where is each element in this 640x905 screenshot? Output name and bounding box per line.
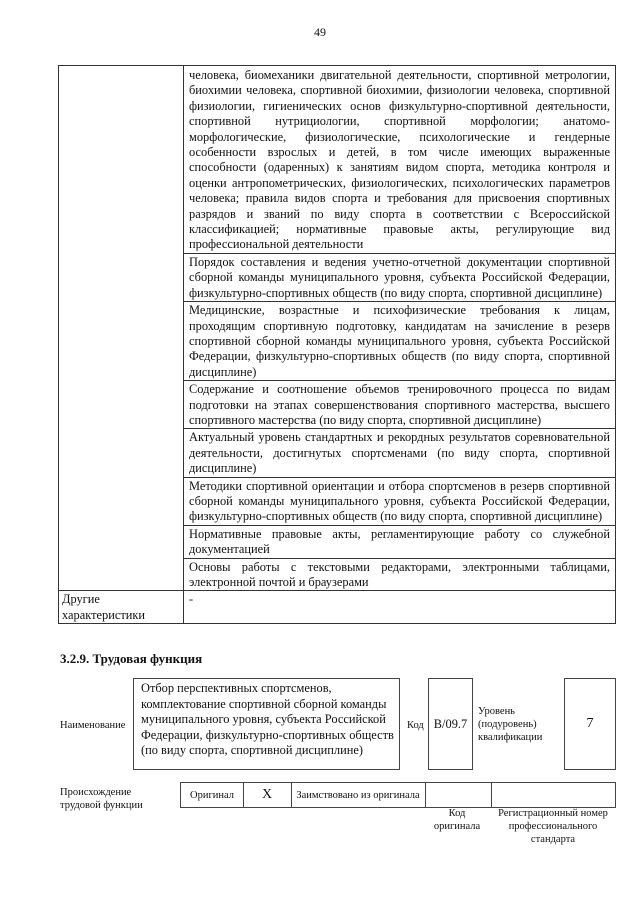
knowledge-item: Медицинские, возрастные и психофизические требования к лицам, проходящим спортивную подготовку, кандидатам на зачисление в резерв спортивной сборной команды муниципального уровня, субъекта Российской Федерации, физкультурно-спортивных обществ (по виду спорта, спортивной дисциплине): [184, 302, 616, 381]
code-value: B/09.7: [433, 716, 468, 731]
knowledge-item: Нормативные правовые акты, регламентирующие работу со служебной документацией: [184, 525, 616, 558]
original-mark: X: [261, 787, 273, 802]
function-name-value: Отбор перспективных спортсменов, комплектование спортивной сборной команды муниципального уровня, субъекта Российской Федерации, физкультурно-спортивных обществ (по виду спорта, спортивной дисциплине): [141, 681, 394, 757]
level-value: 7: [586, 716, 594, 731]
row-label-empty: [59, 66, 184, 591]
knowledge-item: Актуальный уровень стандартных и рекордных результатов соревновательной деятельности, достигнутых спортсменами (по виду спорта, спортивной дисциплине): [184, 429, 616, 477]
level-value-box: [564, 678, 616, 770]
borrowed-cell: [291, 783, 426, 807]
origin-label: Происхождение трудовой функции: [60, 787, 143, 811]
knowledge-table: [58, 65, 616, 624]
table-row: [59, 66, 616, 254]
knowledge-item: Порядок составления и ведения учетно-отчетной документации спортивной сборной команды муниципального уровня, субъекта Российской Федерации, физкультурно-спортивных обществ (по виду спорта, спортивной дисциплине): [184, 253, 616, 301]
knowledge-item: Содержание и соотношение объемов тренировочного процесса по видам подготовки на этапах совершенствования спортивного мастерства, высшего спортивного мастерства (по виду спорта, спортивной дисциплине): [184, 381, 616, 429]
code-caption: Код оригинала: [433, 808, 481, 832]
knowledge-item: Методики спортивной ориентации и отбора спортсменов в резерв спортивной сборной команды муниципального уровня, субъекта Российской Федерации, физкультурно-спортивных обществ (по виду спорта, спортивной дисциплине): [184, 477, 616, 525]
code-value-box: [428, 678, 473, 770]
borrowed-label: Заимствовано из оригинала: [296, 789, 420, 801]
section-heading: 3.2.9. Трудовая функция: [60, 651, 203, 666]
origin-row: [180, 782, 616, 808]
knowledge-item: Основы работы с текстовыми редакторами, электронными таблицами, электронной почтой и браузерами: [184, 558, 616, 591]
code-label: Код: [407, 720, 424, 731]
other-characteristics-value: -: [184, 591, 616, 624]
page-number: 49: [314, 25, 326, 39]
reg-caption: Регистрационный номер профессионального стандарта: [498, 808, 608, 845]
table-row: [59, 591, 616, 624]
knowledge-item: человека, биомеханики двигательной деятельности, спортивной метрологии, биохимии человека, спортивной биохимии, физиологии человека, спортивной физиологии, гигиенических основ физкультурно-спортивной деятельности, спортивной нутрициологии, спортивной морфологии; анатомо-морфологические, физиологические, психологические и гендерные особенности взрослых и детей, в том числе имеющих выраженные способности (одаренных) к занятиям видом спорта, методика контроля и оценки антропометрических, физиологических, психологических параметров человека; правила видов спорта и требования для присвоения спортивных разрядов и званий по виду спорта в соответствии с Всероссийской классификацией; нормативные правовые акты, регулирующие вид профессиональной деятельности: [184, 66, 616, 254]
level-label: Уровень (подуровень) квалификации: [478, 706, 543, 743]
name-label: Наименование: [60, 720, 126, 731]
original-code-cell: [425, 783, 492, 807]
other-characteristics-label: Другие характеристики: [59, 591, 184, 624]
original-cell: [181, 783, 244, 807]
reg-number-cell: [491, 783, 615, 807]
original-label: Оригинал: [190, 789, 234, 801]
function-name-box: [133, 678, 400, 770]
original-mark-cell: [243, 783, 292, 807]
